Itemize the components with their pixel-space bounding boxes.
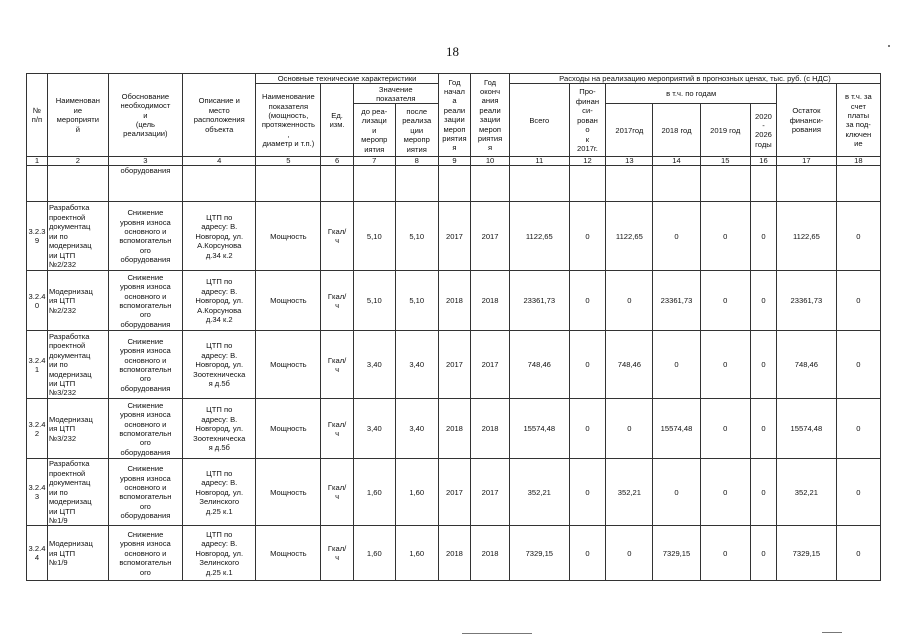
header-prefinanced: Про- финан си- рован о к 2017г. [569,84,606,157]
connection-fee: 0 [836,399,880,459]
header-start-year: Год начал а реали зации мероп риятия я [438,74,470,157]
header-remaining: Остаток финанси- рования [777,84,837,157]
indicator: Мощность [256,399,321,459]
cost-2019: 0 [700,526,750,581]
value-before: 5,10 [353,271,395,331]
continuation-text: оборудования [108,166,182,202]
cost-2020-2026: 0 [750,271,776,331]
row-number: 3.2.3 9 [27,202,48,271]
column-number: 14 [653,157,700,166]
header-value-group: Значение показателя [353,84,438,104]
column-number: 18 [836,157,880,166]
header-unit: Ед. изм. [321,84,353,157]
row-number: 3.2.4 2 [27,399,48,459]
location: ЦТП по адресу: В. Новгород, ул. Зоотехническа я д.5б [183,399,256,459]
table-row [27,271,881,331]
total-cost: 7329,15 [509,526,569,581]
header-total: Всего [509,84,569,157]
unit: Гкал/ ч [321,202,353,271]
location: ЦТП по адресу: В. Новгород, ул. А.Корсунова д.34 к.2 [183,202,256,271]
column-number: 10 [471,157,510,166]
measure-name: Разработка проектной документац ии по модернизац ии ЦТП №2/232 [47,202,108,271]
cost-2017: 0 [606,271,653,331]
measure-name: Модернизац ия ЦТП №3/232 [47,399,108,459]
scan-artifact [888,45,890,47]
connection-fee: 0 [836,526,880,581]
row-number: 3.2.4 1 [27,331,48,399]
prefinanced: 0 [569,202,606,271]
end-year: 2018 [471,526,510,581]
column-number: 5 [256,157,321,166]
header-year-2018: 2018 год [653,104,700,157]
cost-2019: 0 [700,459,750,526]
table-row [27,459,881,526]
location: ЦТП по адресу: В. Новгород, ул. Зелинского д.25 к.1 [183,459,256,526]
row-number: 3.2.4 0 [27,271,48,331]
start-year: 2017 [438,202,470,271]
scan-artifact [462,633,532,634]
cost-2020-2026: 0 [750,399,776,459]
header-location: Описание и место расположения объекта [183,74,256,157]
header-years-group: в т.ч. по годам [606,84,777,104]
justification: Снижение уровня износа основного и вспомогательн ого оборудования [108,331,182,399]
cost-2018: 0 [653,459,700,526]
start-year: 2018 [438,399,470,459]
cost-2017: 0 [606,399,653,459]
table-row [27,202,881,271]
header-costs-group: Расходы на реализацию мероприятий в прогнозных ценах, тыс. руб. (с НДС) [509,74,880,84]
justification: Снижение уровня износа основного и вспомогательн ого оборудования [108,459,182,526]
cost-2018: 0 [653,331,700,399]
cost-2018: 7329,15 [653,526,700,581]
prefinanced: 0 [569,459,606,526]
end-year: 2017 [471,459,510,526]
remaining-financing: 7329,15 [777,526,837,581]
cost-2017: 1122,65 [606,202,653,271]
cost-2018: 15574,48 [653,399,700,459]
connection-fee: 0 [836,202,880,271]
start-year: 2018 [438,526,470,581]
unit: Гкал/ ч [321,526,353,581]
indicator: Мощность [256,459,321,526]
value-after: 3,40 [395,331,438,399]
connection-fee: 0 [836,331,880,399]
remaining-financing: 1122,65 [777,202,837,271]
header-year-2019: 2019 год [700,104,750,157]
value-after: 5,10 [395,271,438,331]
table-row [27,526,881,581]
total-cost: 23361,73 [509,271,569,331]
justification: Снижение уровня износа основного и вспомогательн ого [108,526,182,581]
header-tech-group: Основные технические характеристики [256,74,438,84]
column-number: 11 [509,157,569,166]
column-number: 8 [395,157,438,166]
row-number: 3.2.4 4 [27,526,48,581]
page-number: 18 [446,44,459,59]
header-row-number: № п/п [27,74,48,157]
indicator: Мощность [256,331,321,399]
investment-table [26,73,881,581]
start-year: 2017 [438,331,470,399]
value-before: 1,60 [353,459,395,526]
cost-2020-2026: 0 [750,526,776,581]
start-year: 2018 [438,271,470,331]
row-number: 3.2.4 3 [27,459,48,526]
measure-name: Разработка проектной документац ии по модернизац ии ЦТП №3/232 [47,331,108,399]
connection-fee: 0 [836,459,880,526]
indicator: Мощность [256,526,321,581]
column-number: 16 [750,157,776,166]
table-row [27,331,881,399]
cost-2019: 0 [700,331,750,399]
end-year: 2018 [471,271,510,331]
location: ЦТП по адресу: В. Новгород, ул. А.Корсунова д.34 к.2 [183,271,256,331]
value-after: 1,60 [395,526,438,581]
column-number: 1 [27,157,48,166]
value-before: 3,40 [353,331,395,399]
prefinanced: 0 [569,331,606,399]
value-after: 5,10 [395,202,438,271]
cost-2017: 748,46 [606,331,653,399]
value-after: 1,60 [395,459,438,526]
column-number: 3 [108,157,182,166]
cost-2019: 0 [700,399,750,459]
value-before: 1,60 [353,526,395,581]
header-end-year: Год оконч ания реали зации мероп риятия я [471,74,510,157]
header-after: после реализа ции меропр иятия [395,104,438,157]
location: ЦТП по адресу: В. Новгород, ул. Зоотехническа я д.5б [183,331,256,399]
column-number: 2 [47,157,108,166]
end-year: 2018 [471,399,510,459]
end-year: 2017 [471,331,510,399]
cost-2019: 0 [700,202,750,271]
column-number: 9 [438,157,470,166]
justification: Снижение уровня износа основного и вспомогательн ого оборудования [108,399,182,459]
unit: Гкал/ ч [321,459,353,526]
column-number: 17 [777,157,837,166]
justification: Снижение уровня износа основного и вспомогательн ого оборудования [108,271,182,331]
cost-2018: 0 [653,202,700,271]
column-number: 15 [700,157,750,166]
total-cost: 15574,48 [509,399,569,459]
end-year: 2017 [471,202,510,271]
indicator: Мощность [256,202,321,271]
cost-2017: 352,21 [606,459,653,526]
cost-2017: 0 [606,526,653,581]
column-number: 13 [606,157,653,166]
location: ЦТП по адресу: В. Новгород, ул. Зелинского д.25 к.1 [183,526,256,581]
measure-name: Модернизац ия ЦТП №1/9 [47,526,108,581]
prefinanced: 0 [569,271,606,331]
total-cost: 352,21 [509,459,569,526]
start-year: 2017 [438,459,470,526]
header-justification: Обоснование необходимост и (цель реализации) [108,74,182,157]
total-cost: 748,46 [509,331,569,399]
value-before: 3,40 [353,399,395,459]
unit: Гкал/ ч [321,331,353,399]
cost-2018: 23361,73 [653,271,700,331]
value-before: 5,10 [353,202,395,271]
remaining-financing: 23361,73 [777,271,837,331]
cost-2020-2026: 0 [750,331,776,399]
header-years-2020-2026: 2020 - 2026 годы [750,104,776,157]
total-cost: 1122,65 [509,202,569,271]
column-number: 12 [569,157,606,166]
column-number: 4 [183,157,256,166]
cost-2020-2026: 0 [750,459,776,526]
remaining-financing: 748,46 [777,331,837,399]
measure-name: Модернизац ия ЦТП №2/232 [47,271,108,331]
column-number: 7 [353,157,395,166]
prefinanced: 0 [569,526,606,581]
connection-fee: 0 [836,271,880,331]
unit: Гкал/ ч [321,271,353,331]
continuation-row [27,166,881,202]
column-number: 6 [321,157,353,166]
justification: Снижение уровня износа основного и вспомогательн ого оборудования [108,202,182,271]
scan-artifact [822,632,842,633]
cost-2020-2026: 0 [750,202,776,271]
header-before: до реа- лизаци и меропр иятия [353,104,395,157]
cost-2019: 0 [700,271,750,331]
header-connection-fee: в т.ч. за счет платы за под- ключен ие [836,84,880,157]
value-after: 3,40 [395,399,438,459]
remaining-financing: 15574,48 [777,399,837,459]
header-year-2017: 2017год [606,104,653,157]
remaining-financing: 352,21 [777,459,837,526]
table-row [27,399,881,459]
header-indicator: Наименование показателя (мощность, протяженность , диаметр и т.п.) [256,84,321,157]
header-measure-name: Наименован ие мероприяти й [47,74,108,157]
prefinanced: 0 [569,399,606,459]
measure-name: Разработка проектной документац ии по модернизац ии ЦТП №1/9 [47,459,108,526]
indicator: Мощность [256,271,321,331]
unit: Гкал/ ч [321,399,353,459]
column-number-row [27,157,881,166]
